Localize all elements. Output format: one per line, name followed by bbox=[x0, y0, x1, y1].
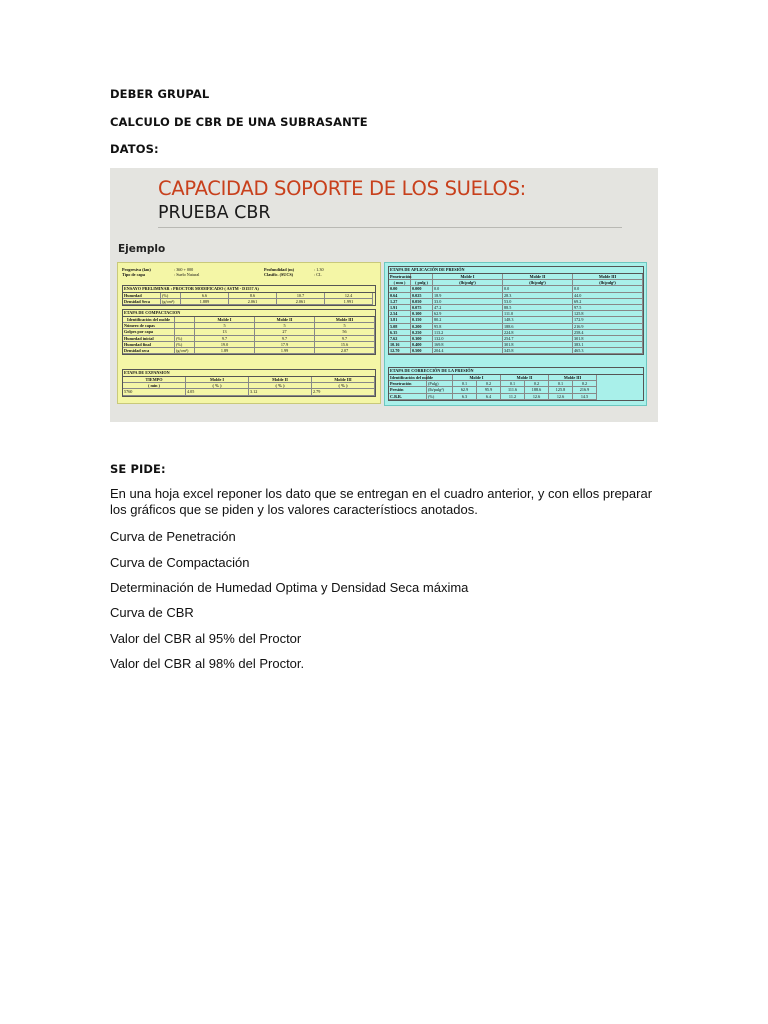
table-cell: (g/cm³) bbox=[161, 299, 181, 305]
table-cell: 0.250 bbox=[411, 330, 433, 336]
table-cell: Molde I bbox=[195, 317, 255, 323]
table-cell: 3.81 bbox=[389, 317, 411, 323]
info-label: Progresiva (km) bbox=[122, 267, 151, 272]
table-cell: 12.6 bbox=[525, 394, 549, 400]
info-value: : CL bbox=[314, 272, 322, 278]
table-cell: 1.99 bbox=[255, 348, 315, 354]
pressure-application-table bbox=[388, 266, 644, 355]
table-cell: 80.2 bbox=[433, 317, 503, 323]
table-cell: Identificación del molde bbox=[123, 317, 175, 323]
table-cell: 0.0 bbox=[573, 286, 643, 292]
table-cell: 0.1 bbox=[549, 381, 573, 387]
table-cell: ( % ) bbox=[186, 383, 249, 389]
heading-datos: DATOS: bbox=[110, 142, 159, 156]
table-cell: 95.8 bbox=[433, 324, 503, 330]
table-cell: 14.5 bbox=[573, 394, 597, 400]
table-cell: 5.08 bbox=[389, 324, 411, 330]
table-cell: 188.6 bbox=[525, 387, 549, 393]
pressure-data-panel bbox=[384, 262, 647, 406]
table-cell: 8.6 bbox=[229, 293, 277, 299]
table-cell: 12.6 bbox=[549, 394, 573, 400]
table-cell: 2.061 bbox=[229, 299, 277, 305]
table-cell: 17.9 bbox=[255, 342, 315, 348]
table-cell: 0.1 bbox=[453, 381, 477, 387]
soil-data-panel bbox=[117, 262, 381, 404]
table-cell: 0.000 bbox=[411, 286, 433, 292]
table-cell: Molde III bbox=[315, 317, 375, 323]
heading-deber-grupal: DEBER GRUPAL bbox=[110, 87, 210, 101]
table-cell: 27 bbox=[255, 329, 315, 335]
table-cell: 4.05 bbox=[186, 389, 249, 395]
table-cell: 53.0 bbox=[503, 299, 573, 305]
table-cell: 258.4 bbox=[573, 330, 643, 336]
table-cell: 2.54 bbox=[389, 311, 411, 317]
table-cell: 9.7 bbox=[195, 336, 255, 342]
table-cell: (%) bbox=[175, 336, 195, 342]
table-cell: 6.35 bbox=[389, 330, 411, 336]
table-cell: 148.3 bbox=[503, 317, 573, 323]
pressure-correction-table bbox=[388, 367, 644, 401]
table-cell: (%) bbox=[175, 342, 195, 348]
table-cell: 62.9 bbox=[433, 311, 503, 317]
table-cell: 111.0 bbox=[503, 311, 573, 317]
table-cell: Humedad bbox=[123, 293, 161, 299]
info-value: : 1.30 bbox=[314, 267, 324, 272]
table-cell: Presión bbox=[389, 387, 427, 393]
table-cell: 383.1 bbox=[573, 342, 643, 348]
figure-subtitle: PRUEBA CBR bbox=[158, 203, 271, 223]
figure-example-label: Ejemplo bbox=[118, 243, 166, 255]
table-cell: 0.100 bbox=[411, 311, 433, 317]
table-cell: 0.2 bbox=[525, 381, 549, 387]
table-cell: 6.6 bbox=[181, 293, 229, 299]
table-cell: 172.9 bbox=[573, 317, 643, 323]
pressure-application-title: ETAPA DE APLICACIÓN DE PRESIÓN bbox=[389, 267, 643, 274]
table-cell: 18.9 bbox=[433, 293, 503, 299]
sample-info bbox=[122, 267, 372, 278]
table-cell: 0.500 bbox=[411, 348, 433, 354]
table-cell: (Pulg) bbox=[427, 381, 453, 387]
table-cell: 169.8 bbox=[433, 342, 503, 348]
table-cell: 62.9 bbox=[453, 387, 477, 393]
table-cell: Penetración bbox=[389, 381, 427, 387]
proctor-grid bbox=[123, 293, 375, 305]
requirement-item: Curva de Compactación bbox=[110, 555, 250, 570]
table-cell: (lb/pulg²) bbox=[573, 280, 643, 286]
table-cell: Densidad Seca bbox=[123, 299, 161, 305]
table-cell: ( pulg ) bbox=[411, 280, 433, 286]
table-cell: 10.16 bbox=[389, 342, 411, 348]
table-cell: 28.3 bbox=[503, 293, 573, 299]
table-cell: Molde II bbox=[249, 377, 312, 383]
table-cell: 7.62 bbox=[389, 336, 411, 342]
table-cell: 2.061 bbox=[277, 299, 325, 305]
info-label: Clasific. (SUCS) bbox=[264, 272, 294, 278]
table-cell: 0.400 bbox=[411, 342, 433, 348]
table-cell: Molde II bbox=[501, 375, 549, 381]
compaction-title: ETAPA DE COMPACTACION bbox=[123, 310, 375, 317]
requirement-item: Determinación de Humedad Optima y Densidad Seca máxima bbox=[110, 580, 469, 595]
table-cell: Molde I bbox=[433, 274, 503, 280]
table-cell: 19.0 bbox=[195, 342, 255, 348]
table-cell: 125.8 bbox=[573, 311, 643, 317]
table-cell: 2.07 bbox=[315, 348, 375, 354]
info-value: : Suelo Natural bbox=[174, 272, 200, 278]
table-cell: Penetración bbox=[390, 274, 412, 279]
table-cell: Molde III bbox=[573, 274, 643, 280]
table-cell: 1.89 bbox=[195, 348, 255, 354]
compaction-table bbox=[122, 309, 376, 355]
pressure-correction-grid bbox=[389, 375, 643, 400]
table-cell: ( % ) bbox=[312, 383, 375, 389]
table-cell: Molde II bbox=[255, 317, 315, 323]
table-cell: 125.8 bbox=[549, 387, 573, 393]
expansion-table bbox=[122, 369, 376, 397]
table-cell: ( min ) bbox=[123, 383, 186, 389]
table-cell: 2.79 bbox=[312, 389, 375, 395]
table-cell: 44.0 bbox=[573, 293, 643, 299]
table-cell: Molde III bbox=[312, 377, 375, 383]
info-value: : 360 + 000 bbox=[174, 267, 194, 272]
table-cell: (g/cm³) bbox=[175, 348, 195, 354]
table-cell: 1.991 bbox=[325, 299, 373, 305]
table-cell: 5 bbox=[195, 323, 255, 329]
table-cell: (lb/pulg²) bbox=[433, 280, 503, 286]
pressure-correction-title: ETAPA DE CORRECCIÓN DE LA PRESIÓN bbox=[389, 368, 643, 375]
pressure-application-grid bbox=[389, 274, 643, 354]
table-cell: Molde I bbox=[453, 375, 501, 381]
table-cell: Molde III bbox=[549, 375, 597, 381]
table-cell: 9.7 bbox=[315, 336, 375, 342]
cbr-example-figure bbox=[110, 168, 658, 422]
table-cell: 216.9 bbox=[573, 387, 597, 393]
table-cell: Humedad final bbox=[123, 342, 175, 348]
table-cell: 69.2 bbox=[573, 299, 643, 305]
table-cell: 0.200 bbox=[411, 324, 433, 330]
table-cell: 1.91 bbox=[389, 305, 411, 311]
requirement-item: Curva de CBR bbox=[110, 605, 194, 620]
proctor-title: ENSAYO PRELIMINAR : PROCTOR MODIFICADO ( ASTM - D1557 A) bbox=[123, 286, 375, 293]
info-label: Tipo de capa bbox=[122, 272, 145, 278]
table-cell: 0.2 bbox=[573, 381, 597, 387]
table-cell: 111.6 bbox=[501, 387, 525, 393]
table-cell: Identificación del molde bbox=[390, 375, 434, 380]
table-cell: 0.0 bbox=[433, 286, 503, 292]
table-cell: (%) bbox=[427, 394, 453, 400]
table-cell: Humedad inicial bbox=[123, 336, 175, 342]
table-cell: 33.0 bbox=[433, 299, 503, 305]
table-cell: (%) bbox=[161, 293, 181, 299]
table-cell: Número de capas bbox=[123, 323, 175, 329]
table-cell: 5 bbox=[315, 323, 375, 329]
table-cell: Molde II bbox=[503, 274, 573, 280]
table-cell: 11.2 bbox=[501, 394, 525, 400]
table-cell: 0.2 bbox=[477, 381, 501, 387]
table-cell: 6.4 bbox=[477, 394, 501, 400]
info-label: Profundidad (m) bbox=[264, 267, 295, 272]
table-cell: Golpes por capa bbox=[123, 329, 175, 335]
heading-se-pide: SE PIDE: bbox=[110, 462, 166, 476]
table-cell: ( % ) bbox=[249, 383, 312, 389]
table-cell: 132.0 bbox=[433, 336, 503, 342]
table-cell: (lb/pulg²) bbox=[427, 387, 453, 393]
table-cell: 56 bbox=[315, 329, 375, 335]
table-cell: 3.12 bbox=[249, 389, 312, 395]
table-cell: 224.8 bbox=[503, 330, 573, 336]
table-cell: 0.150 bbox=[411, 317, 433, 323]
requirement-item: Valor del CBR al 95% del Proctor bbox=[110, 631, 302, 646]
figure-title: CAPACIDAD SOPORTE DE LOS SUELOS: bbox=[158, 177, 526, 200]
table-cell: 204.4 bbox=[433, 348, 503, 354]
compaction-grid bbox=[123, 317, 375, 354]
table-cell: C.B.R. bbox=[389, 394, 427, 400]
table-cell: 301.8 bbox=[573, 336, 643, 342]
table-cell: 5 bbox=[255, 323, 315, 329]
table-cell: 15.6 bbox=[315, 342, 375, 348]
table-cell: 0.1 bbox=[501, 381, 525, 387]
proctor-table bbox=[122, 285, 376, 306]
expansion-title: ETAPA DE EXPANSION bbox=[123, 370, 375, 377]
heading-calculo-cbr: CALCULO DE CBR DE UNA SUBRASANTE bbox=[110, 115, 368, 129]
instructions-paragraph: En una hoja excel reponer los dato que se entregan en el cuadro anterior, y con ellos preparar los gráficos que se piden y los valores característiocs anotados. bbox=[110, 486, 653, 517]
table-cell: 97.5 bbox=[573, 305, 643, 311]
table-cell: 465.3 bbox=[573, 348, 643, 354]
requirement-item: Valor del CBR al 98% del Proctor. bbox=[110, 656, 305, 671]
table-cell: 0.64 bbox=[389, 293, 411, 299]
table-cell: 9.7 bbox=[255, 336, 315, 342]
table-cell: (lb/pulg²) bbox=[503, 280, 573, 286]
table-cell: 88.5 bbox=[503, 305, 573, 311]
table-cell: 6.3 bbox=[453, 394, 477, 400]
expansion-grid bbox=[123, 377, 375, 396]
table-cell: Molde I bbox=[186, 377, 249, 383]
requirement-item: Curva de Penetración bbox=[110, 529, 236, 544]
table-cell: 301.8 bbox=[503, 342, 573, 348]
table-cell: 0.0 bbox=[503, 286, 573, 292]
table-cell: 254.7 bbox=[503, 336, 573, 342]
table-cell: 12.4 bbox=[325, 293, 373, 299]
table-cell: 1.27 bbox=[389, 299, 411, 305]
table-cell: 0.00 bbox=[389, 286, 411, 292]
table-cell: 5760 bbox=[123, 389, 186, 395]
table-cell: 113.2 bbox=[433, 330, 503, 336]
table-cell: 0.075 bbox=[411, 305, 433, 311]
table-cell: 47.2 bbox=[433, 305, 503, 311]
table-cell: 12.70 bbox=[389, 348, 411, 354]
figure-divider bbox=[158, 227, 622, 228]
table-cell: 345.8 bbox=[503, 348, 573, 354]
table-cell: 216.9 bbox=[573, 324, 643, 330]
table-cell: 0.300 bbox=[411, 336, 433, 342]
table-cell: 1.889 bbox=[181, 299, 229, 305]
table-cell: 95.9 bbox=[477, 387, 501, 393]
table-cell: ( mm ) bbox=[389, 280, 411, 286]
table-cell: 0.025 bbox=[411, 293, 433, 299]
table-cell: 0.050 bbox=[411, 299, 433, 305]
table-cell: Densidad seca bbox=[123, 348, 175, 354]
table-cell: TIEMPO bbox=[123, 377, 186, 383]
table-cell: 188.6 bbox=[503, 324, 573, 330]
table-cell: 13 bbox=[195, 329, 255, 335]
table-cell: 10.7 bbox=[277, 293, 325, 299]
